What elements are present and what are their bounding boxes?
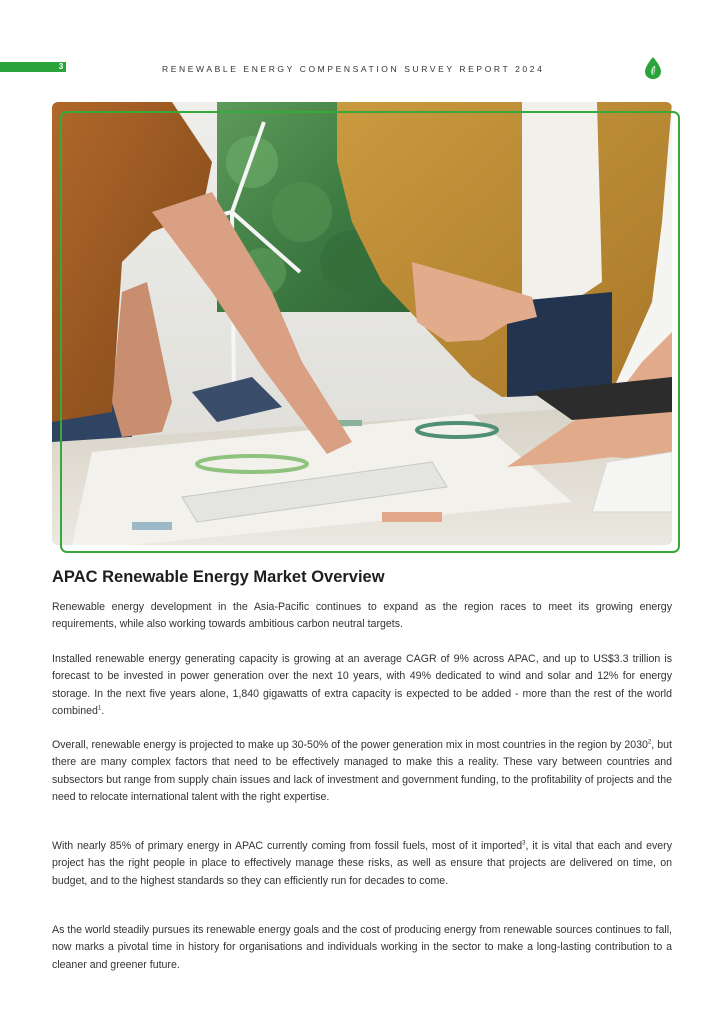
page-number: 3 [58, 62, 64, 71]
section-title: APAC Renewable Energy Market Overview [52, 568, 385, 586]
hero-photo [52, 102, 672, 545]
paragraph-2: Installed renewable energy generating capacity is growing at an average CAGR of 9% across APAC, and up to US$3.3 trillion is forecast to be invested in power generation over the next 10 years, with 49% dedicated to wind and solar and 12% for energy storage. In the next five years alone, 1,840 gigawatts of extra capacity is expected to be added - more than the rest of the world combined$^1$. [52, 653, 672, 718]
paragraph-4: With nearly 85% of primary energy in APAC currently coming from fossil fuels, most of it imported$^3$, it is vital that each and every project has the right people in place to effectively manage these risks, as well as ensure that projects are delivered on time, on budget, and to the highest standards so they can efficiently run for decades to come. [52, 840, 672, 887]
footnote-ref-1: 1 [97, 705, 102, 712]
footnote-ref-3: 3 [522, 840, 526, 847]
people-planning-renewable-project-photo [52, 102, 672, 545]
paragraph-5: As the world steadily pursues its renewable energy goals and the cost of producing energy from renewable sources continues to fall, now marks a pivotal time in history for organisations and individuals working in the sector to make a long-lasting contribution to a cleaner and greener future. [52, 924, 672, 971]
paragraph-1: Renewable energy development in the Asia-Pacific continues to expand as the region races to meet its growing energy requirements, while also working towards ambitious carbon neutral targets. [52, 601, 672, 631]
footnote-ref-2: 2 [647, 739, 652, 746]
paragraph-3: Overall, renewable energy is projected to make up 30-50% of the power generation mix in most countries in the region by 2030$^2$, but there are many complex factors that need to be effectively managed to make this a reality. These vary between countries and subsectors but range from supply chain issues and lack of investment and government funding, to the profitability of projects and the need to relocate international talent with the right expertise. [52, 739, 672, 804]
green-droplet-leaf-icon [643, 56, 663, 80]
report-title: RENEWABLE ENERGY COMPENSATION SURVEY REPORT 2024 [162, 64, 545, 74]
